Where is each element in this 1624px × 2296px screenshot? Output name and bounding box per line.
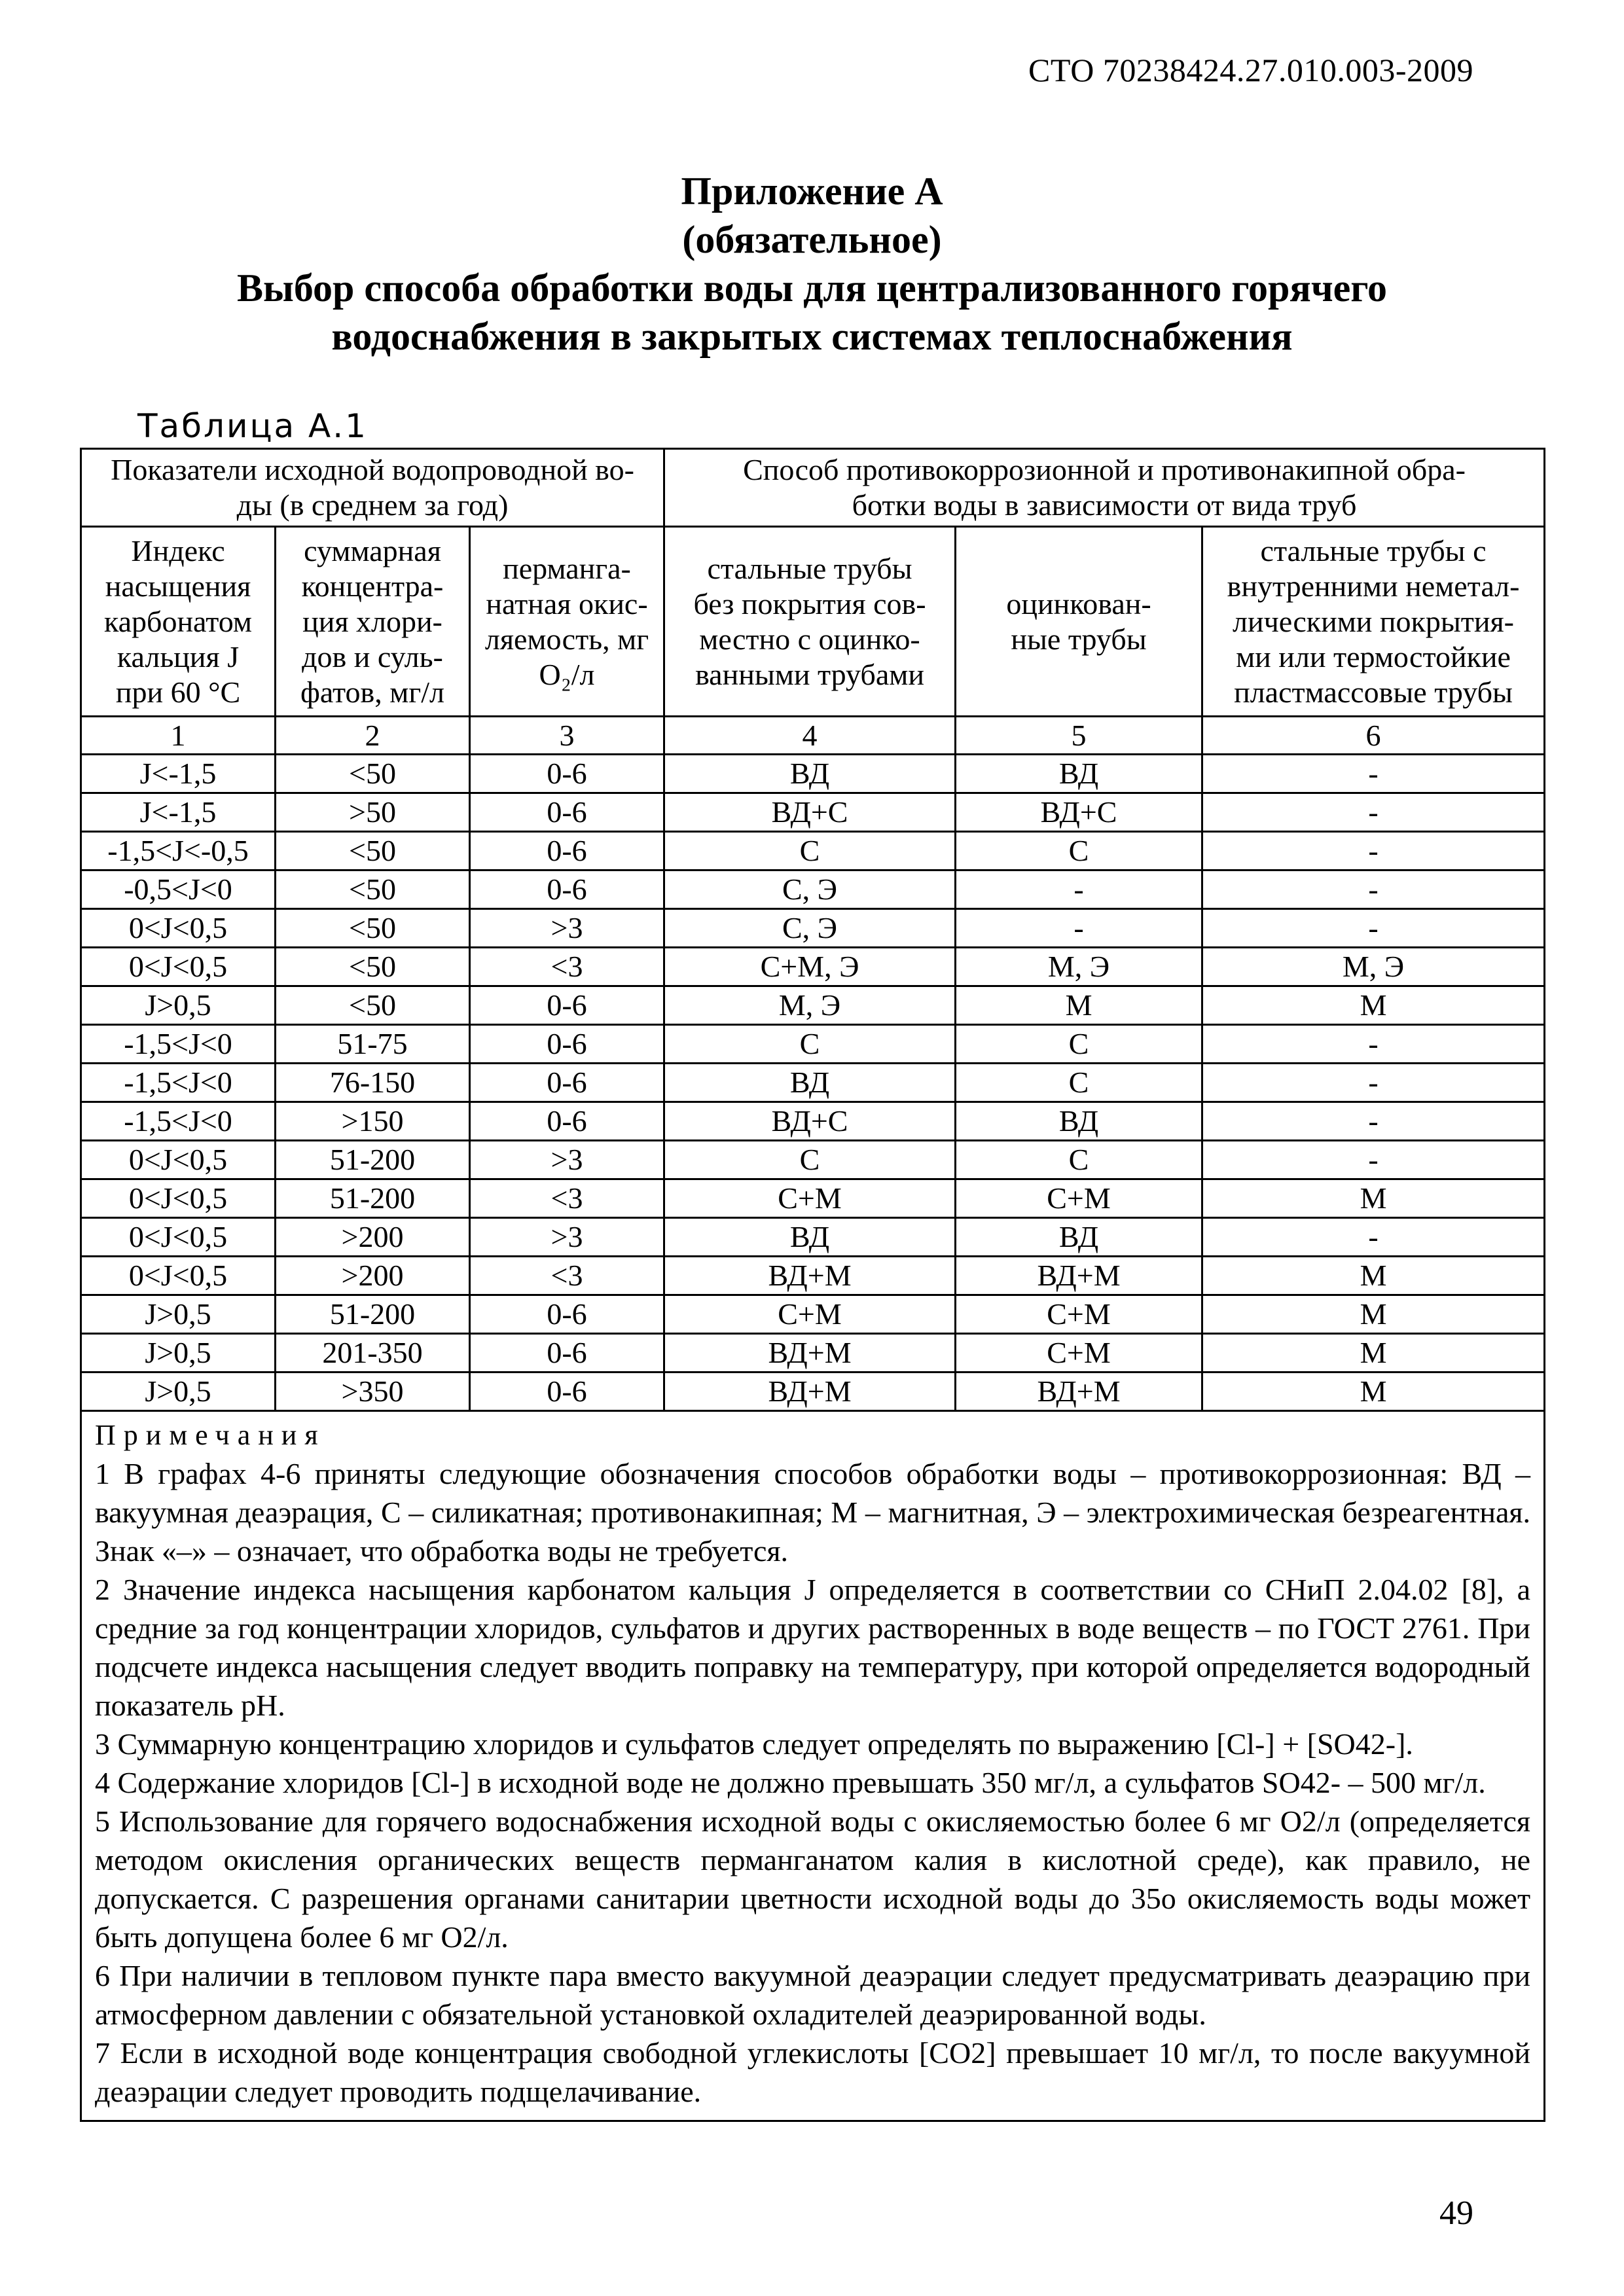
appendix-title-line-3: Выбор способа обработки воды для централизованного горячего xyxy=(236,266,1388,310)
group-header-line: Показатели исходной водопроводной во- xyxy=(111,453,634,486)
table-cell: <50 xyxy=(276,870,470,909)
column-header-line: ванными трубами xyxy=(695,657,924,691)
note-item: 6 При наличии в тепловом пункте пара вместо вакуумной деаэрации следует предусматривать деаэрацию при атмосферном давлении с обязательной установкой охладителей деаэрированной воды. xyxy=(95,1959,1531,2031)
table-cell: ВД+С xyxy=(956,793,1202,832)
table-cell: 0-6 xyxy=(470,1295,664,1334)
table-cell: <3 xyxy=(470,1257,664,1295)
column-number-2: 2 xyxy=(276,717,470,755)
column-number-3: 3 xyxy=(470,717,664,755)
table-cell: 51-75 xyxy=(276,1025,470,1064)
table-cell: J<-1,5 xyxy=(81,793,276,832)
table-cell: -1,5<J<-0,5 xyxy=(81,832,276,870)
table-cell: 51-200 xyxy=(276,1141,470,1179)
table-cell: 0-6 xyxy=(470,986,664,1025)
table-cell: >50 xyxy=(276,793,470,832)
table-cell: -1,5<J<0 xyxy=(81,1064,276,1102)
table-cell: 76-150 xyxy=(276,1064,470,1102)
table-row xyxy=(81,1064,1545,1102)
table-cell: 0<J<0,5 xyxy=(81,1141,276,1179)
table-cell: 0<J<0,5 xyxy=(81,948,276,986)
water-treatment-table xyxy=(80,448,1545,2122)
table-cell: С+М xyxy=(956,1179,1202,1218)
table-cell: М, Э xyxy=(956,948,1202,986)
table-row xyxy=(81,1179,1545,1218)
table-row xyxy=(81,948,1545,986)
notes-heading: Примечания xyxy=(95,1419,326,1451)
column-number-1: 1 xyxy=(81,717,276,755)
table-row xyxy=(81,1218,1545,1257)
table-cell: <50 xyxy=(276,948,470,986)
table-row xyxy=(81,986,1545,1025)
column-header-line: перманга- xyxy=(503,551,631,585)
table-cell: С+М xyxy=(664,1179,956,1218)
table-cell: С xyxy=(664,1141,956,1179)
table-cell: С xyxy=(664,1025,956,1064)
table-cell: ВД+М xyxy=(664,1334,956,1372)
table-cell: J>0,5 xyxy=(81,1372,276,1411)
group-header-line: ботки воды в зависимости от вида труб xyxy=(852,488,1357,522)
table-cell: - xyxy=(1202,1025,1545,1064)
table-cell: ВД+С xyxy=(664,1102,956,1141)
table-cell: С xyxy=(956,1141,1202,1179)
table-cell: >3 xyxy=(470,1218,664,1257)
table-cell: М xyxy=(1202,1257,1545,1295)
table-cell: 201-350 xyxy=(276,1334,470,1372)
table-cell: М, Э xyxy=(1202,948,1545,986)
table-row xyxy=(81,832,1545,870)
table-row xyxy=(81,1257,1545,1295)
table-cell: - xyxy=(956,909,1202,948)
table-cell: С+М xyxy=(664,1295,956,1334)
group-header-treatment-method xyxy=(664,449,1545,527)
table-cell: J>0,5 xyxy=(81,1295,276,1334)
table-cell: 0-6 xyxy=(470,755,664,793)
column-header-2 xyxy=(276,527,470,717)
table-cell: ВД xyxy=(664,1218,956,1257)
table-cell: С xyxy=(956,832,1202,870)
table-row xyxy=(81,1334,1545,1372)
column-header-4 xyxy=(664,527,956,717)
table-cell: М xyxy=(1202,1334,1545,1372)
table-cell: М xyxy=(1202,1295,1545,1334)
table-cell: 0-6 xyxy=(470,1025,664,1064)
table-cell: 0-6 xyxy=(470,793,664,832)
table-row xyxy=(81,1102,1545,1141)
table-cell: - xyxy=(1202,909,1545,948)
table-cell: 0-6 xyxy=(470,832,664,870)
appendix-title-line-2: (обязательное) xyxy=(682,218,942,261)
column-header-line: пластмассовые трубы xyxy=(1234,675,1513,709)
column-header-3 xyxy=(470,527,664,717)
appendix-title xyxy=(0,167,1624,361)
table-cell: 51-200 xyxy=(276,1295,470,1334)
column-header-1 xyxy=(81,527,276,717)
table-cell: ВД+М xyxy=(664,1372,956,1411)
column-header-line: внутренними неметал- xyxy=(1227,569,1520,603)
column-header-line: стальные трубы xyxy=(707,551,912,585)
column-header-line: натная окис- xyxy=(486,586,648,620)
group-header-source-water xyxy=(81,449,664,527)
column-header-line: ция хлори- xyxy=(302,604,442,638)
table-cell: ВД+М xyxy=(956,1257,1202,1295)
column-header-line: ные трубы xyxy=(1011,622,1147,656)
table-cell: 0<J<0,5 xyxy=(81,909,276,948)
group-header-line: Способ противокоррозионной и противонакипной обра- xyxy=(743,453,1466,486)
document-code: СТО 70238424.27.010.003-2009 xyxy=(1028,52,1473,88)
table-cell: С, Э xyxy=(664,870,956,909)
table-cell: -1,5<J<0 xyxy=(81,1025,276,1064)
table-cell: 0-6 xyxy=(470,1372,664,1411)
table-cell: - xyxy=(956,870,1202,909)
column-header-line: концентра- xyxy=(301,569,444,603)
table-cell: С xyxy=(664,832,956,870)
table-cell: >200 xyxy=(276,1218,470,1257)
table-body xyxy=(81,755,1545,1411)
notes-list xyxy=(95,1454,1530,2111)
column-header-line: суммарная xyxy=(304,533,441,567)
appendix-title-line-4: водоснабжения в закрытых системах теплоснабжения xyxy=(331,315,1293,358)
table-cell: 0-6 xyxy=(470,870,664,909)
column-number-5: 5 xyxy=(956,717,1202,755)
note-item: 1 В графах 4-6 приняты следующие обозначения способов обработки воды – противокоррозионная: ВД – вакуумная деаэрация, С – силикатная; противонакипная; М – магнитная, Э – электрохимическая безреагентная. Знак «–» – означает, что обработка воды не требуется. xyxy=(95,1457,1531,1568)
table-cell: 0<J<0,5 xyxy=(81,1257,276,1295)
column-header-line: стальные трубы с xyxy=(1260,533,1487,567)
table-cell: >350 xyxy=(276,1372,470,1411)
table-cell: ВД xyxy=(664,1064,956,1102)
table-row xyxy=(81,1141,1545,1179)
column-number-4: 4 xyxy=(664,717,956,755)
note-item: 5 Использование для горячего водоснабжения исходной воды с окисляемостью более 6 мг О2/л (определяется методом окисления органических веществ перманганатом калия в кислотной среде), как правило, не допускается. С разрешения органами санитарии цветности исходной воды до 35о окисляемость воды может быть допущена более 6 мг О2/л. xyxy=(95,1804,1531,1954)
column-header-line: карбонатом xyxy=(103,604,253,638)
column-header-line: насыщения xyxy=(105,569,251,603)
table-cell: ВД+С xyxy=(664,793,956,832)
column-header-line: ми или термостойкие xyxy=(1236,639,1511,673)
table-cell: - xyxy=(1202,755,1545,793)
table-cell: - xyxy=(1202,870,1545,909)
column-number-row xyxy=(81,717,1545,755)
table-cell: <50 xyxy=(276,986,470,1025)
table-row xyxy=(81,870,1545,909)
note-item: 4 Содержание хлоридов [Cl-] в исходной воде не должно превышать 350 мг/л, а сульфатов SO42- – 500 мг/л. xyxy=(95,1766,1486,1799)
column-header-line: оцинкован- xyxy=(1006,586,1151,620)
table-cell: - xyxy=(1202,1064,1545,1102)
table-cell: - xyxy=(1202,1141,1545,1179)
table-row xyxy=(81,793,1545,832)
table-cell: ВД xyxy=(664,755,956,793)
column-header-line: при 60 °С xyxy=(115,675,241,709)
table-row xyxy=(81,1025,1545,1064)
table-cell: ВД+М xyxy=(956,1372,1202,1411)
table-cell: М xyxy=(1202,1372,1545,1411)
table-cell: >150 xyxy=(276,1102,470,1141)
table-cell: М xyxy=(1202,1179,1545,1218)
table-cell: -1,5<J<0 xyxy=(81,1102,276,1141)
table-cell: С+М, Э xyxy=(664,948,956,986)
table-cell: -0,5<J<0 xyxy=(81,870,276,909)
table-cell: >3 xyxy=(470,909,664,948)
column-header-line: Индекс xyxy=(131,533,225,567)
table-cell: - xyxy=(1202,1218,1545,1257)
group-header-line: ды (в среднем за год) xyxy=(236,488,509,522)
table-cell: М xyxy=(1202,986,1545,1025)
table-row xyxy=(81,755,1545,793)
note-item: 2 Значение индекса насыщения карбонатом кальция J определяется в соответствии со СНиП 2.04.02 [8], а средние за год концентрации хлоридов, сульфатов и других растворенных в воде веществ – по ГОСТ 2761. При подсчете индекса насыщения следует вводить поправку на температуру, при которой определяется водородный показатель рН. xyxy=(95,1573,1531,1722)
table-cell: С, Э xyxy=(664,909,956,948)
table-cell: - xyxy=(1202,793,1545,832)
table-cell: <50 xyxy=(276,832,470,870)
table-row xyxy=(81,909,1545,948)
table-cell: С xyxy=(956,1064,1202,1102)
column-header-line: О₂/л xyxy=(539,657,595,691)
column-header-line: местно с оцинко- xyxy=(699,622,920,656)
page-number: 49 xyxy=(1439,2195,1473,2232)
table-cell: <50 xyxy=(276,909,470,948)
column-header-line: без покрытия сов- xyxy=(693,586,926,620)
table-cell: J>0,5 xyxy=(81,986,276,1025)
note-item: 3 Суммарную концентрацию хлоридов и сульфатов следует определять по выражению [Cl-] + [SO42-]. xyxy=(95,1727,1413,1761)
table-cell: - xyxy=(1202,1102,1545,1141)
table-cell: ВД xyxy=(956,755,1202,793)
table-cell: >3 xyxy=(470,1141,664,1179)
table-cell: ВД xyxy=(956,1102,1202,1141)
note-item: 7 Если в исходной воде концентрация свободной углекислоты [CO2] превышает 10 мг/л, то после вакуумной деаэрации следует проводить подщелачивание. xyxy=(95,2036,1531,2108)
column-header-line: лическими покрытия- xyxy=(1233,604,1514,638)
table-row xyxy=(81,1295,1545,1334)
table-cell: - xyxy=(1202,832,1545,870)
column-header-line: дов и суль- xyxy=(302,639,443,673)
notes-cell xyxy=(81,1411,1545,2121)
table-cell: М, Э xyxy=(664,986,956,1025)
column-header-line: ляемость, мг xyxy=(484,622,649,656)
appendix-title-line-1: Приложение А xyxy=(681,170,943,213)
column-header-line: фатов, мг/л xyxy=(300,675,444,709)
table-cell: 0-6 xyxy=(470,1064,664,1102)
table-row xyxy=(81,1372,1545,1411)
table-cell: 0<J<0,5 xyxy=(81,1218,276,1257)
table-cell: 51-200 xyxy=(276,1179,470,1218)
table-cell: 0-6 xyxy=(470,1334,664,1372)
table-cell: С+М xyxy=(956,1295,1202,1334)
table-cell: <3 xyxy=(470,1179,664,1218)
table-cell: <3 xyxy=(470,948,664,986)
column-header-row xyxy=(81,527,1545,717)
column-header-6 xyxy=(1202,527,1545,717)
column-header-line: кальция J xyxy=(117,639,240,673)
table-cell: <50 xyxy=(276,755,470,793)
table-cell: >200 xyxy=(276,1257,470,1295)
column-header-5 xyxy=(956,527,1202,717)
table-cell: ВД xyxy=(956,1218,1202,1257)
table-cell: С+М xyxy=(956,1334,1202,1372)
table-cell: С xyxy=(956,1025,1202,1064)
table-cell: J>0,5 xyxy=(81,1334,276,1372)
table-cell: 0<J<0,5 xyxy=(81,1179,276,1218)
table-cell: J<-1,5 xyxy=(81,755,276,793)
table-cell: ВД+М xyxy=(664,1257,956,1295)
table-label: Таблица А.1 xyxy=(137,407,368,445)
table-cell: 0-6 xyxy=(470,1102,664,1141)
table-cell: М xyxy=(956,986,1202,1025)
column-number-6: 6 xyxy=(1202,717,1545,755)
